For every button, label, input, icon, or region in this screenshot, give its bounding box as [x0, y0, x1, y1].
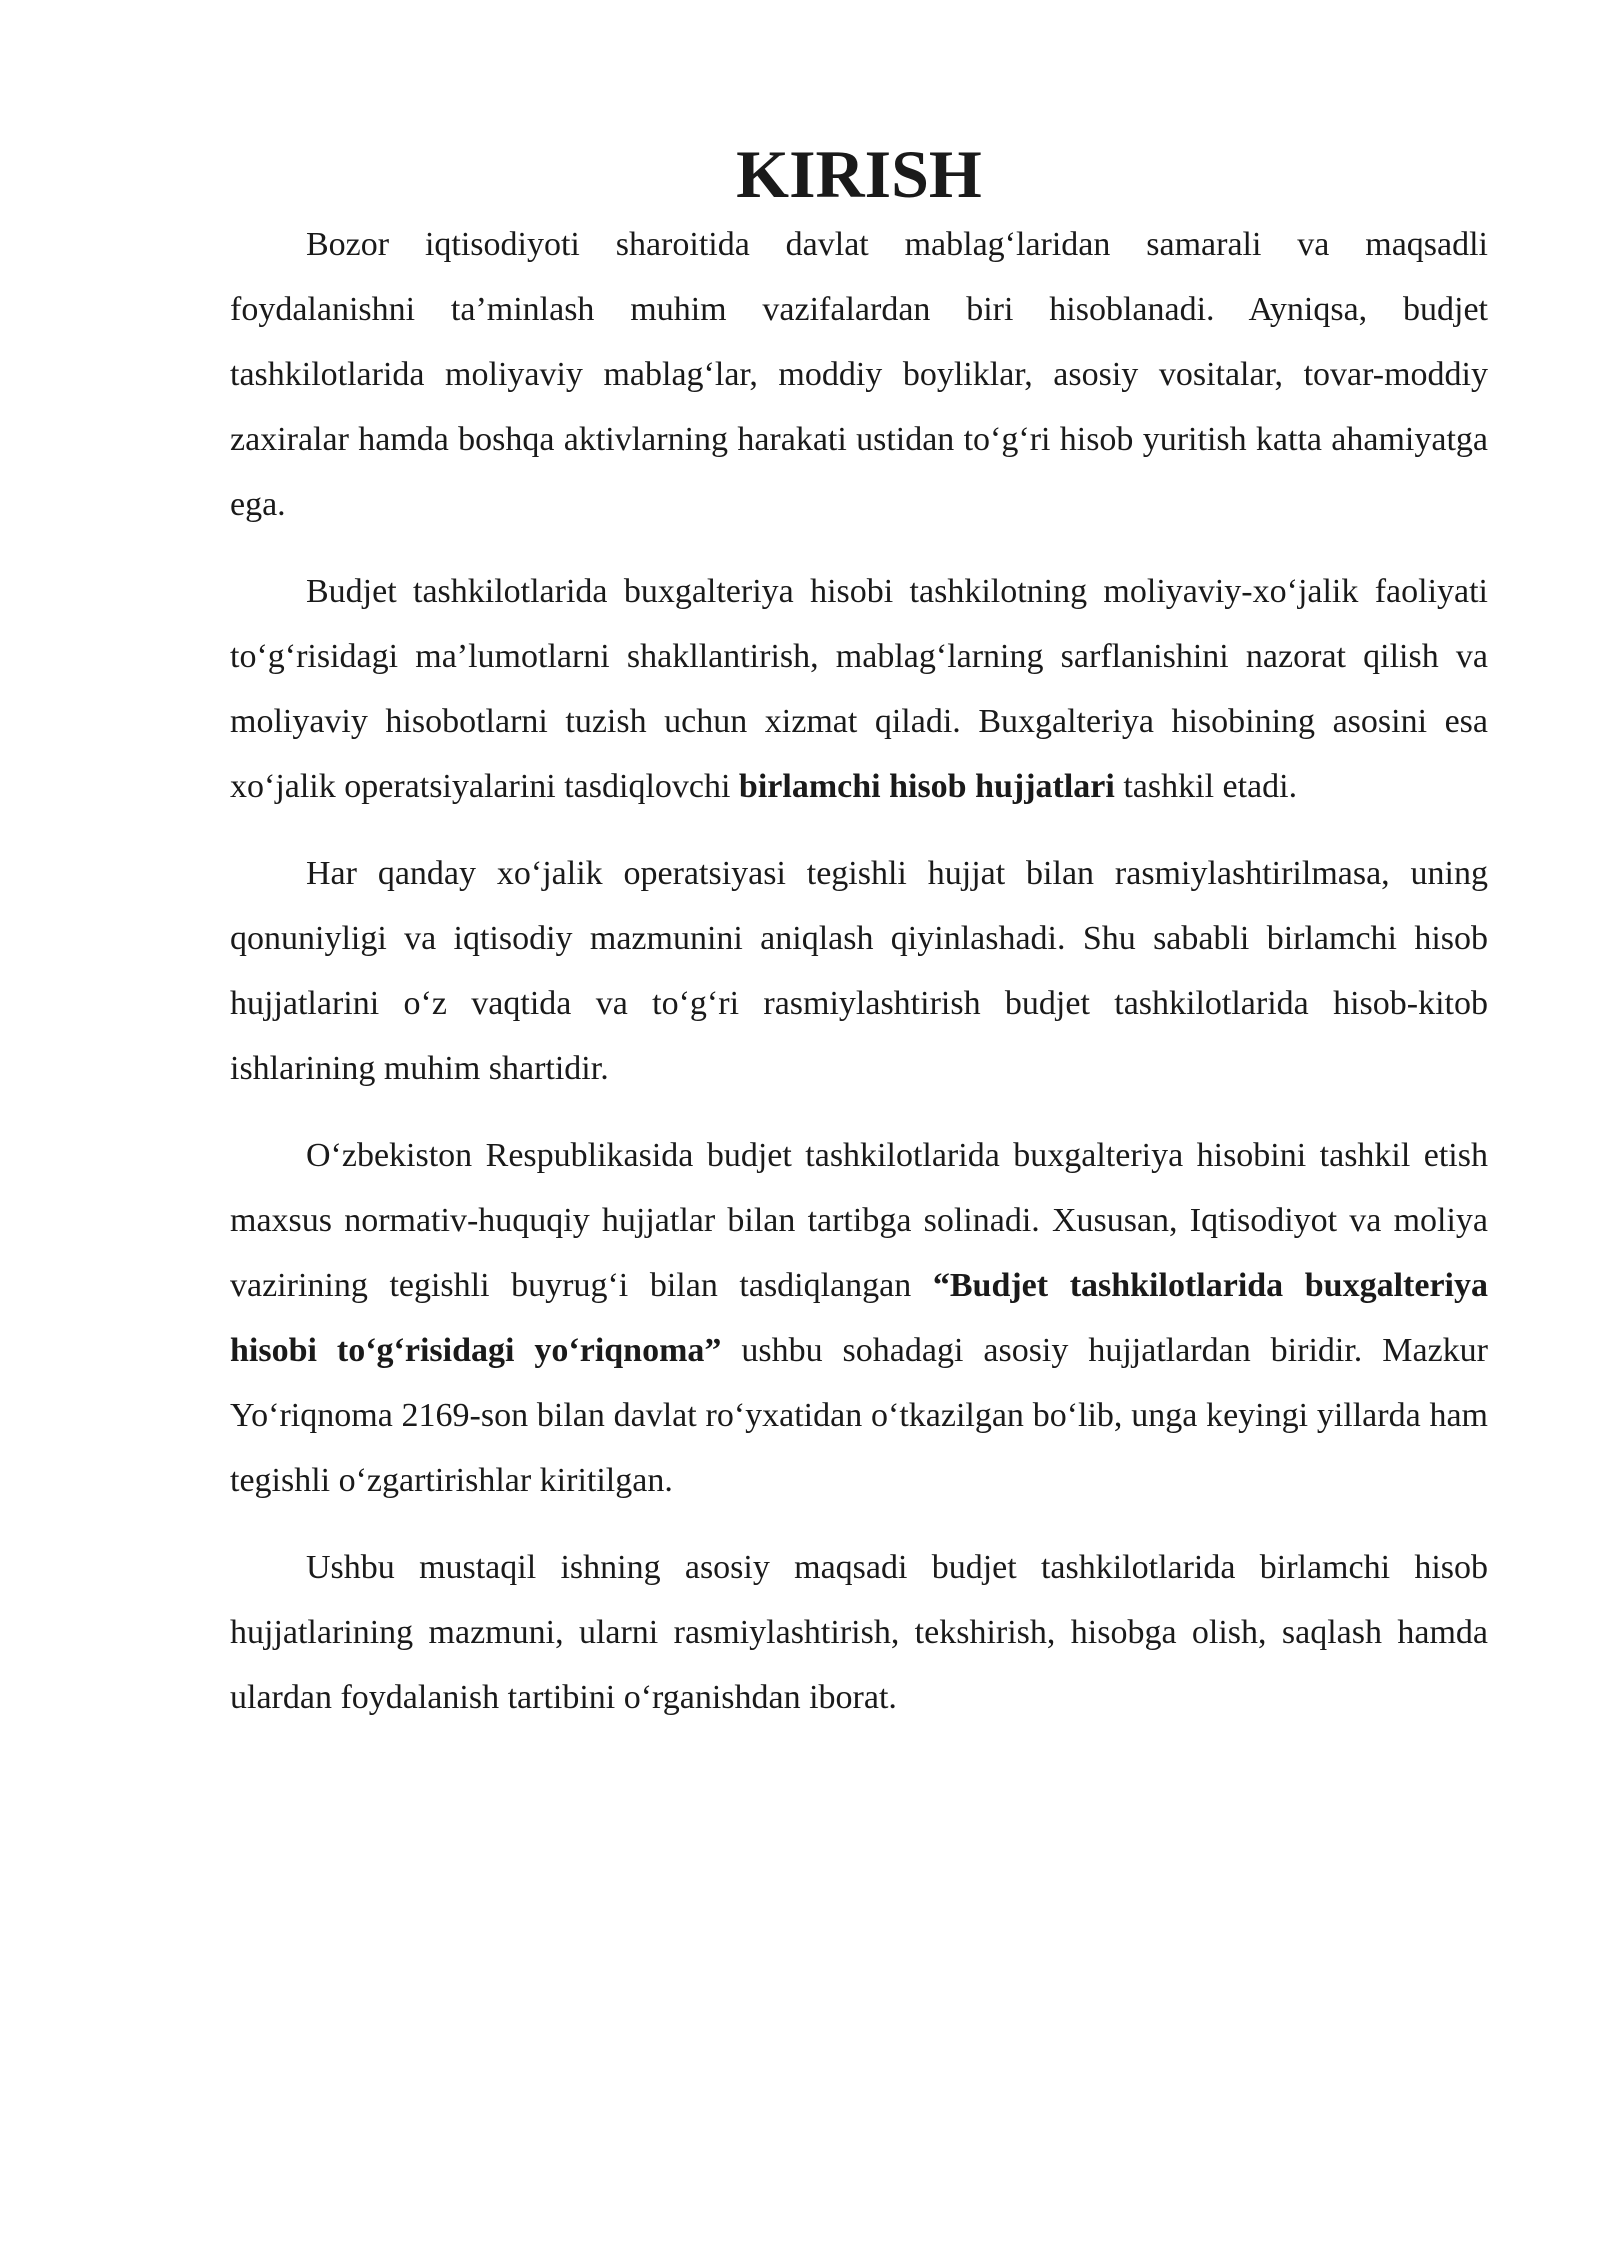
paragraph-3: Har qanday xo‘jalik operatsiyasi tegishli hujjat bilan rasmiylashtirilmasa, uning qonuniyligi va iqtisodiy mazmunini aniqlash qiyinlashadi. Shu sababli birlamchi hisob hujjatlarini o‘z vaqtida va to‘g‘ri rasmiylashtirish budjet tashkilotlarida hisob-kitob ishlarining muhim shartidir.: [230, 855, 1488, 1087]
paragraph-1: Bozor iqtisodiyoti sharoitida davlat mablag‘laridan samarali va maqsadli foydalanishni ta’minlash muhim vazifalardan biri hisoblanadi. Ayniqsa, budjet tashkilotlarida moliyaviy mablag‘lar, moddiy boyliklar, asosiy vositalar, tovar-moddiy zaxiralar hamda boshqa aktivlarning harakati ustidan to‘g‘ri hisob yuritish katta ahamiyatga ega.: [230, 226, 1488, 523]
paragraph-4-text-after: ushbu sohadagi asosiy hujjatlardan biridir. Mazkur Yo‘riqnoma 2169-son bilan davlat ro‘yxatidan o‘tkazilgan bo‘lib, unga keyingi yillarda ham tegishli o‘zgartirishlar kiritilgan.: [230, 1332, 1488, 1499]
page-title: KIRISH: [736, 136, 982, 212]
paragraph-2-text-before: Budjet tashkilotlarida buxgalteriya hisobi tashkilotning moliyaviy-xo‘jalik faoliyati to‘g‘risidagi ma’lumotlarni shakllantirish, mablag‘larning sarflanishini nazorat qilish va moliyaviy hisobotlarni tuzish uchun xizmat qiladi. Buxgalteriya hisobining asosini esa xo‘jalik operatsiyalarini tasdiqlovchi: [230, 573, 1488, 805]
paragraph-4: [230, 1123, 1488, 1513]
paragraph-2: [230, 559, 1488, 819]
document-body: [230, 136, 1488, 1752]
paragraph-5: Ushbu mustaqil ishning asosiy maqsadi budjet tashkilotlarida birlamchi hisob hujjatlarining mazmuni, ularni rasmiylashtirish, tekshirish, hisobga olish, saqlash hamda ulardan foydalanish tartibini o‘rganishdan iborat.: [230, 1549, 1488, 1716]
paragraph-2-bold-term: birlamchi hisob hujjatlari: [738, 768, 1115, 805]
paragraph-4-text-before: O‘zbekiston Respublikasida budjet tashkilotlarida buxgalteriya hisobini tashkil etish maxsus normativ-huquqiy hujjatlar bilan tartibga solinadi. Xususan, Iqtisodiyot va moliya vazirining tegishli buyrug‘i bilan tasdiqlangan: [230, 1137, 1488, 1304]
paragraph-4-bold-title: “Budjet tashkilotlarida buxgalteriya hisobi to‘g‘risidagi yo‘riqnoma”: [230, 1267, 1488, 1369]
paragraph-2-text-after: tashkil etadi.: [1114, 768, 1298, 805]
